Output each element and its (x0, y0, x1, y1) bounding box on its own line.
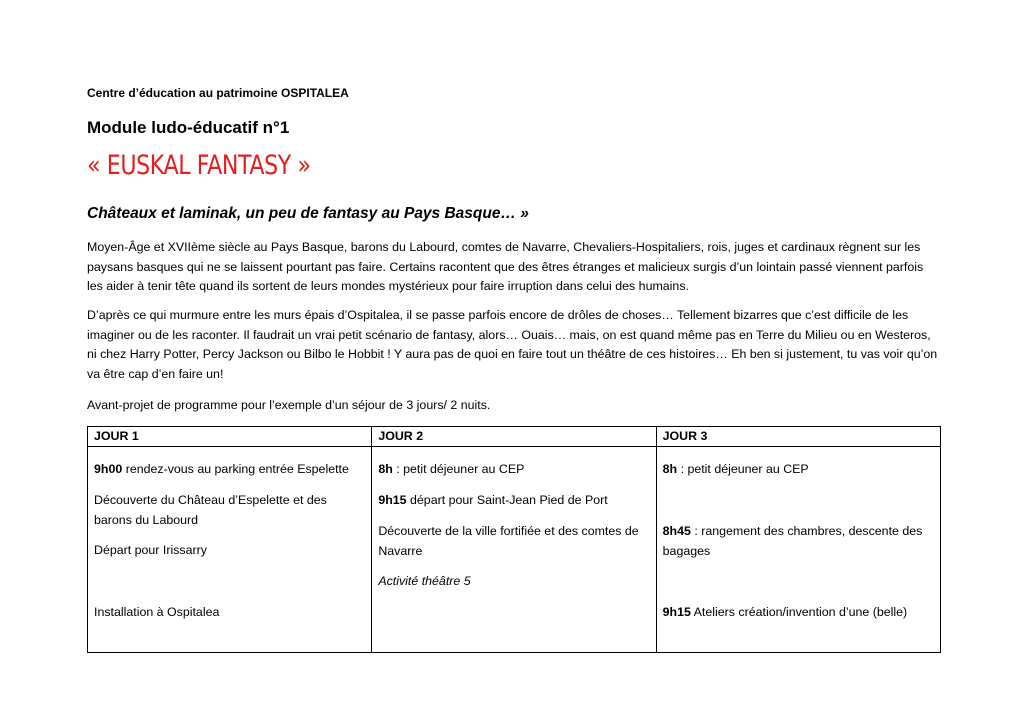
day1-cell (88, 447, 372, 653)
banner-title: « EUSKAL FANTASY » (87, 150, 311, 181)
story-paragraph: D’après ce qui murmure entre les murs épais d’Ospitalea, il se passe parfois encore de drôles de choses… Tellement bizarres que c’est difficile de les imaginer ou de les raconter. Il faudrait un vrai petit scénario de fantasy, alors… Ouais… mais, on est quand même pas en Terre du Milieu ou en Westeros, ni chez Harry Potter, Percy Jackson ou Bilbo le Hobbit ! Y aura pas de quoi en faire tout un théâtre de ces histoires… Eh ben si justement, tu vas voir qu’on va être cap d’en faire un! (87, 308, 938, 381)
day3-entry-2 (663, 522, 934, 561)
day2-entry-1-time: 8h (378, 462, 393, 476)
day3-entry-3-time: 9h15 (662, 605, 691, 619)
day3-entry-2-time: 8h45 (662, 524, 691, 538)
day3-entry-3 (663, 603, 934, 623)
module-title: Module ludo-éducatif n°1 (87, 118, 290, 137)
day1-entry-1-text: rendez-vous au parking entrée Espelette (122, 462, 349, 476)
day2-entry-2-time: 9h15 (378, 493, 407, 507)
day3-entry-1-text: : petit déjeuner au CEP (677, 462, 809, 476)
day2-entry-2-text: départ pour Saint-Jean Pied de Port (406, 493, 608, 507)
day2-cell (372, 447, 656, 653)
day1-entry-1-time: 9h00 (94, 462, 123, 476)
intro-paragraph: Moyen-Âge et XVIIème siècle au Pays Basque, barons du Labourd, comtes de Navarre, Chevaliers-Hospitaliers, rois, juges et cardinaux règnent sur les paysans basques qui ne se laissent pourtant pas faire. Certains racontent que des êtres étranges et malicieux surgis d’un lointain passé viennent parfois les aider à tenir tête quand ils sortent de leurs mondes mystérieux pour faire irruption dans celui des humains. (87, 240, 924, 293)
day2-entry-4: Activité théâtre 5 (378, 574, 471, 588)
day2-entry-1 (378, 460, 649, 480)
day2-entry-1-text: : petit déjeuner au CEP (392, 462, 525, 476)
day1-entry-1 (94, 460, 365, 480)
day3-entry-3-text: Ateliers création/invention d’une (belle) (690, 605, 908, 619)
day1-entry-2: Découverte du Château d’Espelette et des barons du Labourd (94, 493, 327, 527)
day3-entry-1 (663, 460, 934, 480)
institution-line: Centre d’éducation au patrimoine OSPITALEA (87, 86, 349, 100)
day3-entry-1-time: 8h (662, 462, 678, 476)
day3-cell (656, 447, 940, 653)
program-intro: Avant-projet de programme pour l’exemple d’un séjour de 3 jours/ 2 nuits. (87, 398, 491, 412)
day2-entry-3: Découverte de la ville fortifiée et des comtes de Navarre (378, 524, 639, 558)
table-row (88, 447, 941, 653)
day1-entry-4: Installation à Ospitalea (94, 605, 220, 619)
day3-entry-2-text: : rangement des chambres, descente des bagages (662, 524, 923, 558)
day1-entry-3: Départ pour Irissarry (94, 543, 207, 557)
day1-header: JOUR 1 (88, 427, 372, 447)
subtitle: Châteaux et laminak, un peu de fantasy au Pays Basque… » (87, 205, 529, 222)
day3-header: JOUR 3 (656, 427, 940, 447)
table-header-row (88, 427, 941, 447)
day2-entry-2 (378, 491, 649, 511)
program-table (87, 426, 941, 653)
day2-header: JOUR 2 (372, 427, 656, 447)
